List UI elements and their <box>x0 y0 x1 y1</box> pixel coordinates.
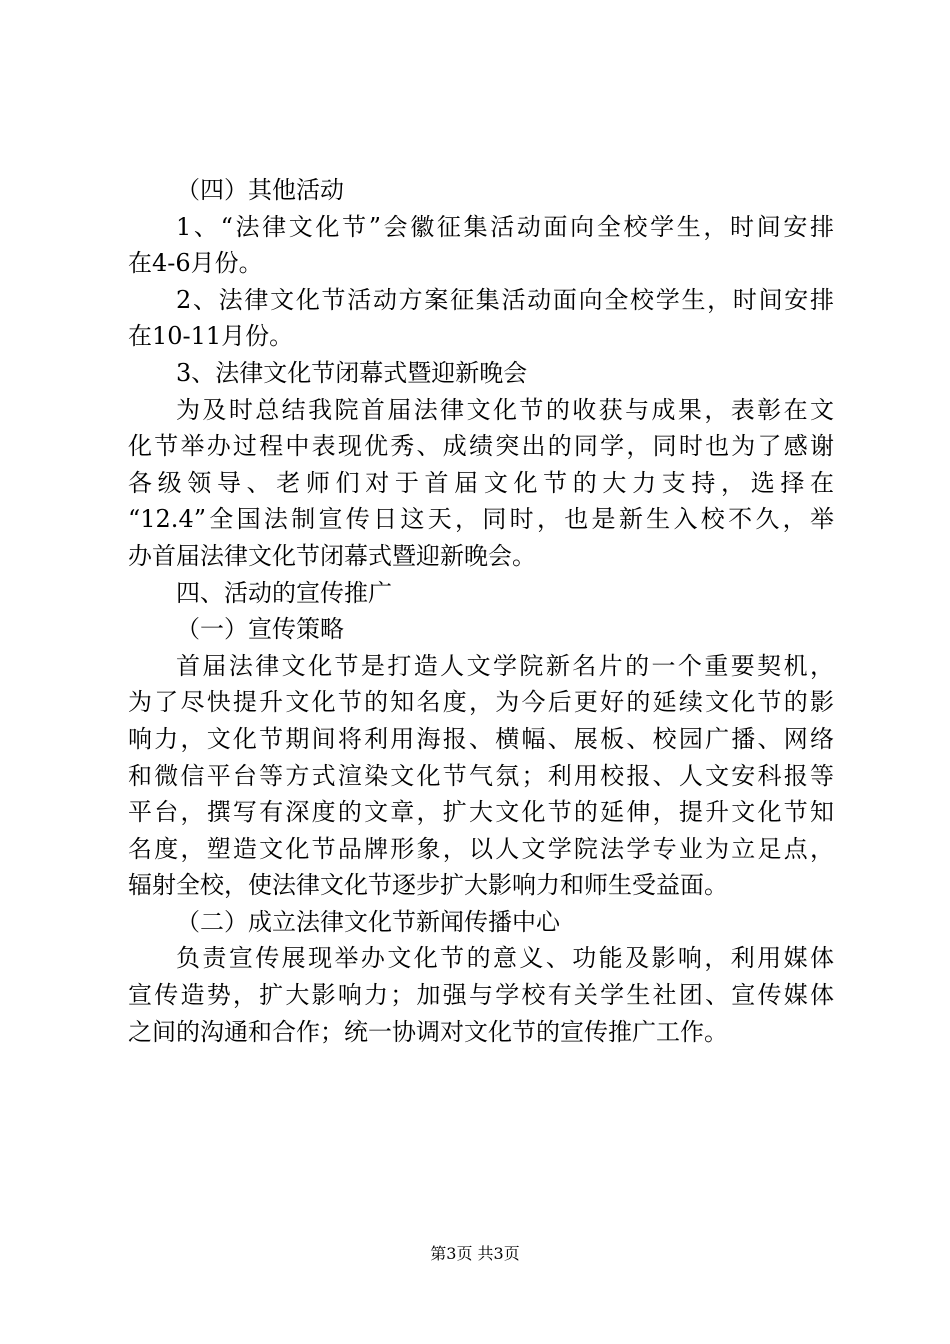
text-line: 在4-6月份。 <box>128 249 263 278</box>
text-line: 3、法律文化节闭幕式暨迎新晚会 <box>176 358 528 387</box>
text-line: 辐射全校，使法律文化节逐步扩大影响力和师生受益面。 <box>128 871 728 900</box>
text-line: 办首届法律文化节闭幕式暨迎新晚会。 <box>128 541 536 570</box>
text-line: （四）其他活动 <box>176 176 344 204</box>
text-line: 平台，撰写有深度的文章，扩大文化节的延伸，提升文化节知 <box>128 798 834 827</box>
text-line: （二）成立法律文化节新闻传播中心 <box>176 907 560 936</box>
text-line: 首届法律文化节是打造人文学院新名片的一个重要契机， <box>176 651 834 680</box>
document-body <box>128 172 834 1050</box>
text-line: “12.4”全国法制宣传日这天，同时，也是新生入校不久，举 <box>128 505 834 534</box>
text-line: 之间的沟通和合作；统一协调对文化节的宣传推广工作。 <box>128 1017 728 1046</box>
text-line: 四、活动的宣传推广 <box>176 578 392 607</box>
text-line: 各级领导、老师们对于首届文化节的大力支持，选择在 <box>128 468 834 497</box>
text-line: 负责宣传展现举办文化节的意义、功能及影响，利用媒体 <box>176 944 834 973</box>
text-line: 宣传造势，扩大影响力；加强与学校有关学生社团、宣传媒体 <box>128 981 834 1010</box>
text-line: 名度，塑造文化节品牌形象，以人文学院法学专业为立足点， <box>128 834 834 863</box>
text-line: （一）宣传策略 <box>176 615 344 644</box>
page-footer: 第3页 共3页 <box>430 1244 520 1263</box>
text-line: 和微信平台等方式渲染文化节气氛；利用校报、人文安科报等 <box>128 761 834 790</box>
text-line: 2、法律文化节活动方案征集活动面向全校学生，时间安排 <box>176 285 834 314</box>
text-line: 响力，文化节期间将利用海报、横幅、展板、校园广播、网络 <box>128 724 834 753</box>
text-line: 为了尽快提升文化节的知名度，为今后更好的延续文化节的影 <box>128 688 834 717</box>
text-line: 在10-11月份。 <box>128 322 294 351</box>
text-line: 1、“法律文化节”会徽征集活动面向全校学生，时间安排 <box>176 212 834 241</box>
text-line: 为及时总结我院首届法律文化节的收获与成果，表彰在文 <box>176 395 834 424</box>
text-line: 化节举办过程中表现优秀、成绩突出的同学，同时也为了感谢 <box>128 432 834 461</box>
